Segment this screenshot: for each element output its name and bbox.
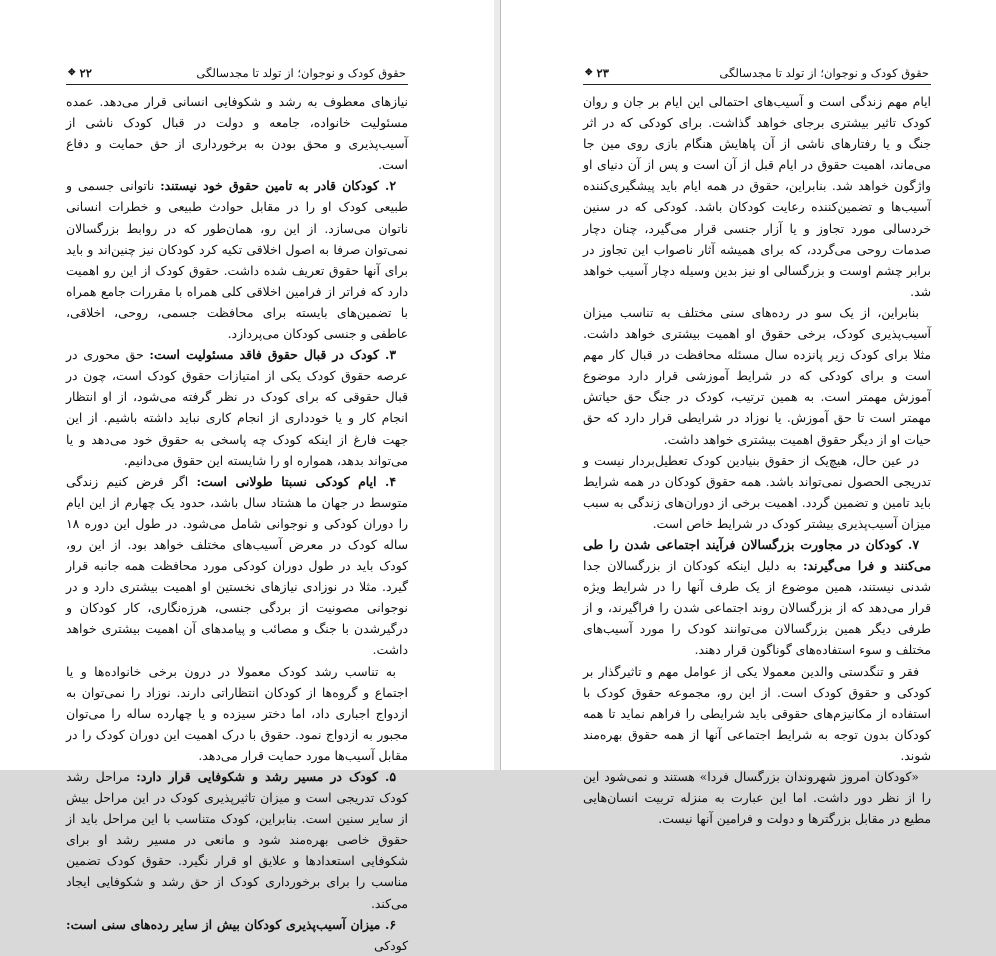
paragraph-text: اگر فرض کنیم زندگی متوسط در جهان ما هشتاد سال باشد، حدود یک چهارم از این ایام را دوران کودکی و نوجوانی شامل می‌شود. در طول این دوره ۱۸ ساله کودک در معرض آسیب‌های مختلف خواهد بود. از این رو، کودک باید در طول دوران کودکی مورد محافظت همه جانبه قرار گیرد. مثلا در نوزادی نیازهای نخستین او اهمیت بیشتری دارد و در نوجوانی مصونیت از بردگی جنسی، هرزه‌نگاری، کار کودکان و درگیرشدن با جنگ و مصائب و پیامدهای آن اهمیت بیشتری خواهد داشت. (66, 473, 408, 658)
paragraph-text: «کودکان امروز شهروندان بزرگسال فردا» هستند و نمی‌شود این را از نظر دور داشت. اما این عبارت به منزله تربیت انسان‌هایی مطیع در مقابل بزرگترها و دولت و فرامین آنها نیست. (583, 769, 931, 827)
left-page (0, 0, 495, 953)
page-body (583, 91, 931, 829)
paragraph (583, 91, 931, 302)
paragraph-text: ناتوانی جسمی و طبیعی کودک او را در مقابل حوادث طبیعی و خطرات انسانی ناتوان می‌سازد. از این رو، همان‌طور که در روابط بزرگسالان نمی‌توان صرفا به اصول اخلاقی تکیه کرد کودکان نیز چنین‌اند و باید برای آنها حقوق تعریف شده داشت. حقوق کودک از این رو اهمیت دارد که فراتر از فرامین اخلاقی کلی همراه با مقررات جامع همراه با تضمین‌های بایسته برای محافظت جسمی، روحی، اخلاقی، عاطفی و جنسی کودکان می‌پردازد. (66, 178, 408, 342)
paragraph (583, 534, 931, 661)
header-title: حقوق کودک و نوجوان؛ از تولد تا مجدسالگی (719, 66, 929, 80)
paragraph-text: کودکی (373, 937, 408, 953)
page-header (68, 60, 406, 80)
paragraph-heading: ۲. کودکان قادر به تامین حقوق خود نیستند: (160, 178, 396, 194)
paragraph-text: بنابراین، از یک سو در رده‌های سنی مختلف به تناسب میزان آسیب‌پذیری کودک، برخی حقوق او اهمیت بیشتری خواهد داشت. مثلا برای کودک زیر پانزده سال مسئله محافظت در قبال کار مهم است و برای کودکی که در شرایط آموزشی قرار دارد موضوع آموزش مهمتر است. به همین ترتیب، کودک در جنگ حق حیاتش مهمتر است تا حق آموزش. یا نوزاد در شرایطی قرار دارد که حق حیات او از دیگر حقوق اهمیت بیشتری خواهد داشت. (583, 304, 931, 447)
page-number: ۲۳ (596, 66, 609, 80)
paragraph (583, 766, 931, 829)
paragraph (66, 91, 408, 175)
paragraph-text: نیازهای معطوف به رشد و شکوفایی انسانی قرار می‌دهد. عمده مسئولیت خانواده، جامعه و دولت در قبال کودک ناشی از آسیب‌پذیری و محق بودن به برخورداری از حق حمایت و دفاع است. (66, 94, 408, 173)
paragraph-heading: ۶. میزان آسیب‌پذیری کودکان بیش از سایر رده‌های سنی است: (66, 916, 396, 932)
page-header (585, 60, 929, 80)
paragraph-text: مراحل رشد کودک تدریجی است و میزان تاثیرپذیری کودک در این مراحل بیش از سایر سنین است. بنابراین، کودک متناسب با این مراحل باید از حقوق خاصی بهره‌مند شود و مانعی در مسیر رشد او برای شکوفایی استعدادها و علایق او قرار نگیرد. حقوق کودک تضمین مناسب را برای برخورداری کودک از حق رشد و شکوفایی ایجاد می‌کند. (66, 769, 408, 911)
page-number-group (585, 66, 609, 80)
paragraph (66, 344, 408, 471)
paragraph-heading: ۳. کودک در قبال حقوق فاقد مسئولیت است: (149, 347, 396, 363)
paragraph-text: به تناسب رشد کودک معمولا در درون برخی خانواده‌ها و یا اجتماع و گروه‌ها از کودکان انتظاراتی دارند. نوزاد را نمی‌توان به ازدواج اجباری داد، اما دختر سیزده و یا چهارده ساله را می‌توان مجبور به ازدواج نمود. حقوق با درک اهمیت این دوران کودک را در مقابل آسیب‌ها مورد حمایت قرار می‌دهد. (66, 663, 408, 763)
paragraph (66, 766, 408, 914)
paragraph-text: ایام مهم زندگی است و آسیب‌های احتمالی این ایام بر جان و روان کودک تاثیر بیشتری برجای خواهد گذاشت. برای کودکی که در اثر جنگ و یا رفتارهای ناشی از آن پاهایش هنگام بازی روی مین جا می‌ماند، اهمیت حقوق در ایام قبل از آن است و پس از آن دنیای او واژگون خواهد شد. بنابراین، حقوق در همه ایام باید پیشگیری‌کننده آسیب‌ها و تضمین‌کننده رعایت کودکان باشد. کودکی که در سنین خردسالی مورد تجاوز و یا آزار جنسی قرار می‌گیرد، چنان دچار صدمات روحی می‌گردد، که برای همیشه آثار ناصواب این تجاوز در برابر چشم اوست و بزرگسالی او نیز بدین وسیله دچار آسیب خواهد شد. (583, 94, 931, 299)
header-rule (583, 84, 931, 85)
page-number-group (68, 66, 92, 80)
right-page (500, 0, 996, 827)
ornament-icon: ✥ (68, 68, 76, 78)
page-number: ۲۲ (79, 66, 92, 80)
ornament-icon: ✥ (585, 68, 593, 78)
header-rule (66, 84, 408, 85)
paragraph (583, 450, 931, 534)
paragraph-text: حق محوری در عرصه حقوق کودک یکی از امتیازات حقوق کودک است، چون در قبال حقوقی که برای کودک در نظر گرفته می‌شود، از او انتظار انجام کار و یا خودداری از انجام کاری نباید داشته باشیم. از این جهت فارغ از اینکه کودک چه پاسخی به حقوق خود می‌دهد و یا می‌تواند بدهد، همواره او را شایسته این حقوق می‌دانیم. (66, 347, 408, 468)
paragraph-text: فقر و تنگدستی والدین معمولا یکی از عوامل مهم و تاثیرگذار بر کودکی و حقوق کودک است. از این رو، مجموعه حقوق کودک با استفاده از مکانیزم‌های حقوقی باید شرایطی را فراهم نماید تا همه کودکان بدون توجه به شرایط اجتماعی آنها از همه حقوق بهره‌مند شوند. (583, 663, 931, 763)
paragraph (66, 175, 408, 344)
paragraph-heading: ۵. کودک در مسیر رشد و شکوفایی قرار دارد: (136, 769, 396, 784)
paragraph (583, 302, 931, 450)
paragraph-heading: ۴. ایام کودکی نسبتا طولانی است: (196, 473, 396, 489)
paragraph (583, 661, 931, 766)
page-body (66, 91, 408, 956)
header-title: حقوق کودک و نوجوان؛ از تولد تا مجدسالگی (196, 66, 406, 80)
paragraph (66, 661, 408, 766)
paragraph-heading: ۷. کودکان در مجاورت بزرگسالان فرآیند اجتماعی شدن را طی می‌کنند و فرا می‌گیرند: (583, 536, 931, 574)
paragraph (66, 914, 408, 956)
paragraph-text: به دلیل اینکه کودکان از بزرگسالان جدا شدنی نیستند، همین موضوع از یک طرف آنها را در شرایط ویژه قرار می‌دهد که از بزرگسالان روند اجتماعی شدن را فراگیرند، و از طرفی دیگر همین بزرگسالان می‌توانند کودک را مورد آسیب‌های مختلف و سوء استفاده‌های گوناگون قرار دهند. (583, 558, 931, 658)
paragraph (66, 471, 408, 661)
paragraph-text: در عین حال، هیچ‌یک از حقوق بنیادین کودک تعطیل‌بردار نیست و تدریجی الحصول نمی‌تواند باشد. همه حقوق کودکان در همه شرایط باید تامین و تضمین گردد. اهمیت برخی از دوران‌های زندگی به سبب میزان آسیب‌پذیری بیشتر کودک در شرایط خاص است. (583, 452, 931, 531)
